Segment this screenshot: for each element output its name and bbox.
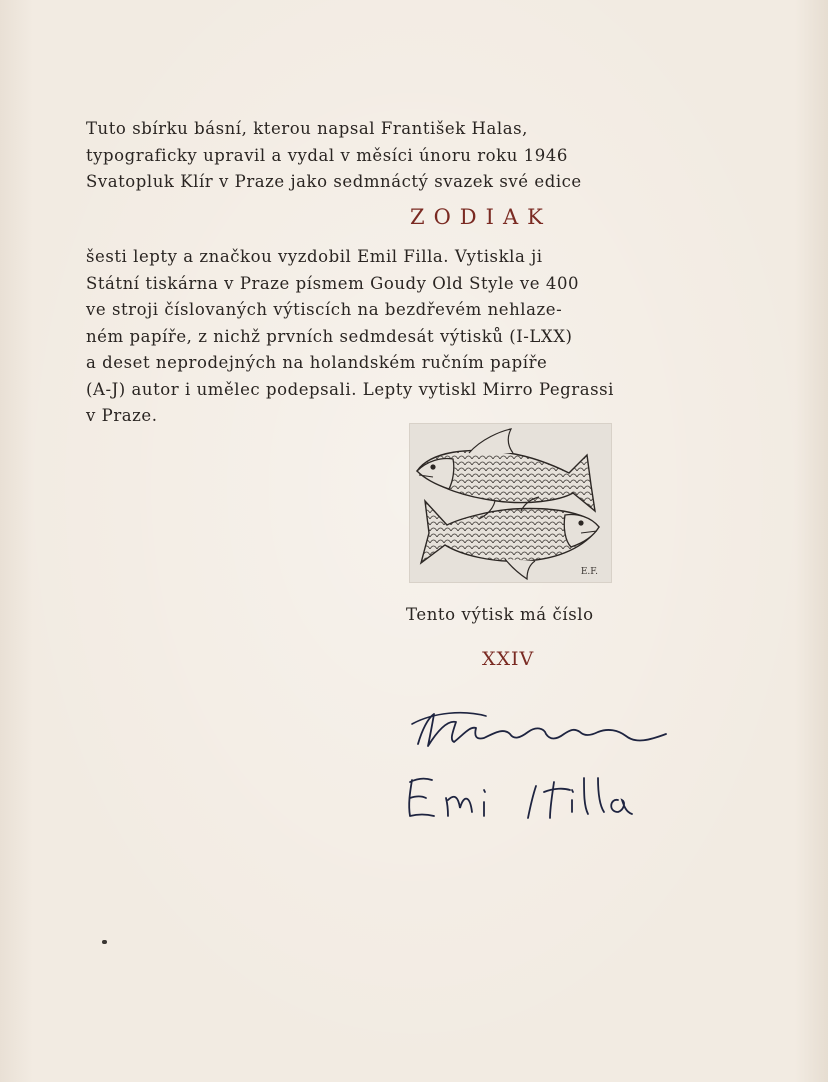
- colophon-line: v Praze.: [86, 406, 158, 425]
- etching-monogram: E.F.: [580, 567, 598, 577]
- colophon-line: ném papíře, z nichž prvních sedmdesát výtisků (I-LXX): [86, 326, 573, 346]
- edition-title: ZODIAK: [410, 205, 552, 229]
- colophon-body: [86, 244, 646, 430]
- colophon-line: a deset neprodejných na holandském ručním papíře: [86, 353, 548, 372]
- copy-number-label: Tento výtisk má číslo: [406, 605, 594, 624]
- colophon-line: Státní tiskárna v Praze písmem Goudy Old Style ve 400: [86, 273, 580, 293]
- signature-filla: [404, 768, 684, 832]
- colophon-line: šesti lepty a značkou vyzdobil Emil Filla. Vytiskla ji: [86, 247, 543, 266]
- colophon-line: (A-J) autor i umělec podepsali. Lepty vytiskl Mirro Pegrassi: [86, 379, 614, 399]
- paper-speck: [102, 940, 107, 944]
- copy-number: XXIV: [482, 648, 535, 670]
- colophon-line: ve stroji číslovaných výtiscích na bezdřevém nehlaze-: [86, 300, 563, 319]
- two-fish-icon: [409, 423, 612, 583]
- pisces-etching: [409, 423, 612, 583]
- upper-fish: [417, 429, 595, 519]
- lower-fish: [421, 497, 599, 579]
- colophon-line: Tuto sbírku básní, kterou napsal František Halas,: [86, 119, 528, 138]
- signature-halas: [404, 700, 684, 764]
- colophon-line: Svatopluk Klír v Praze jako sedmnáctý svazek své edice: [86, 172, 582, 191]
- colophon-line: typograficky upravil a vydal v měsíci únoru roku 1946: [86, 145, 568, 165]
- colophon-intro: [86, 116, 646, 196]
